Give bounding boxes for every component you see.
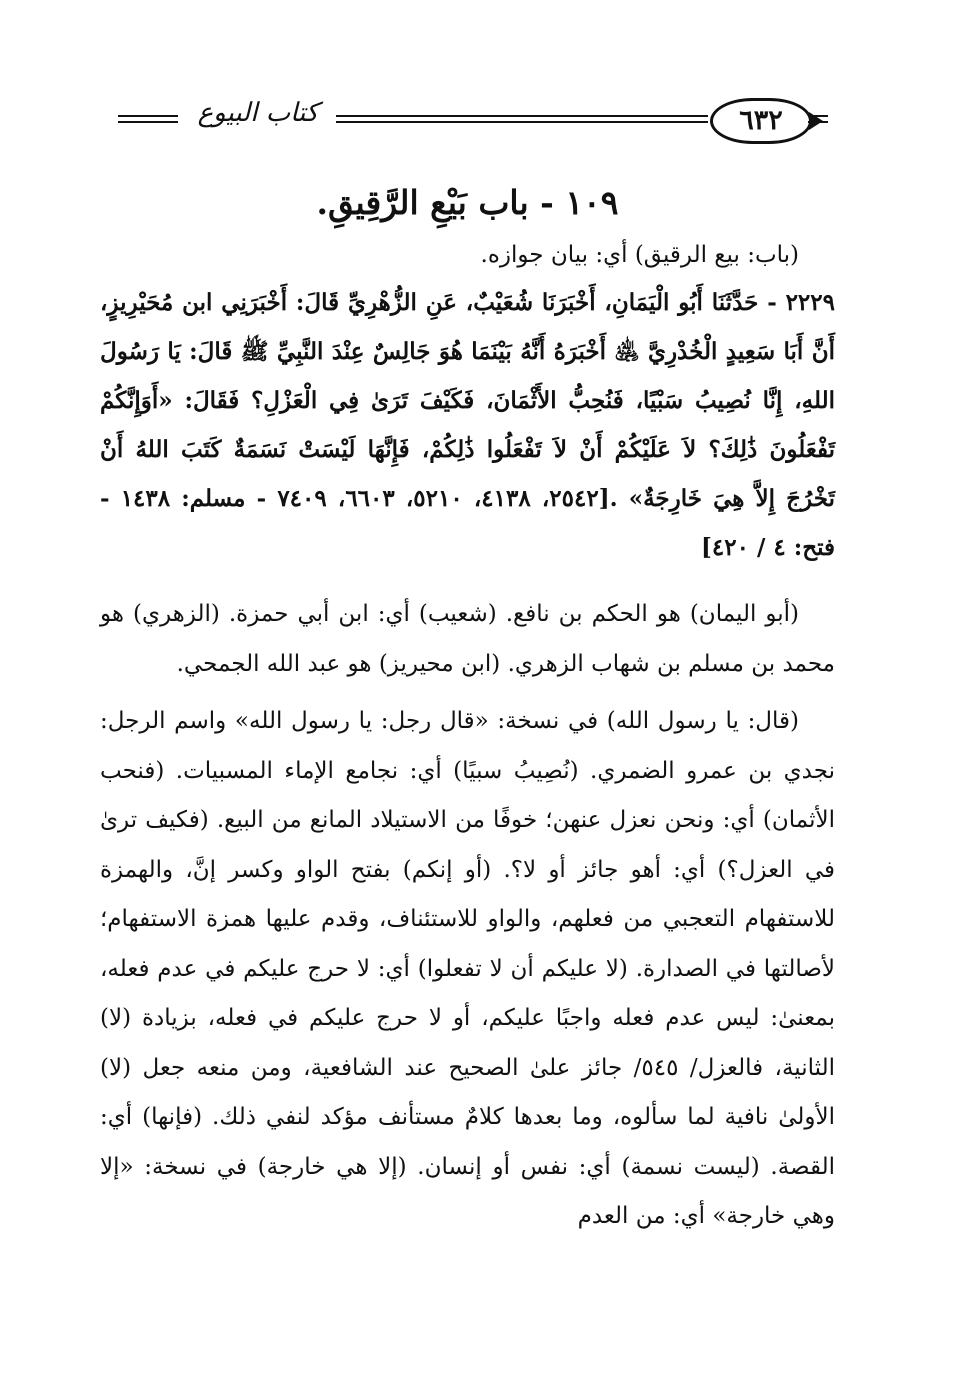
running-title: كتاب البيوع <box>197 98 319 128</box>
spacer <box>100 572 835 590</box>
header-rule-middle <box>336 115 708 123</box>
hadith-text: ٢٢٢٩ - حَدَّثَنَا أَبُو الْيَمَانِ، أَخْبَرَنَا شُعَيْبٌ، عَنِ الزُّهْرِيِّ قَالَ: أَخْبَرَنِي ابن مُحَيْرِيزٍ، أَنَّ أَبَا سَعِيدٍ الْخُدْرِيَّ ﵁ أَخْبَرَهُ أَنَّهُ بَيْنَمَا هُوَ جَالِسٌ عِنْدَ النَّبِيِّ ﷺ قَالَ: يَا رَسُولَ اللهِ، إِنَّا نُصِيبُ سَبْيًا، فَنُحِبُّ الأَثْمَانَ، فَكَيْفَ تَرَىٰ فِي الْعَزْلِ؟ فَقَالَ: «أَوَإِنَّكُمْ تَفْعَلُونَ ذَٰلِكَ؟ لاَ عَلَيْكُمْ أَنْ لاَ تَفْعَلُوا ذَٰلِكُمْ، فَإِنَّهَا لَيْسَتْ نَسَمَةٌ كَتَبَ اللهُ أَنْ تَخْرُجَ إِلاَّ هِيَ خَارِجَةٌ» .[٢٥٤٢، ٤١٣٨، ٥٢١٠، ٦٦٠٣، ٧٤٠٩ - مسلم: ١٤٣٨ - فتح: ٤ / ٤٢٠] <box>100 289 835 561</box>
page-body <box>100 180 835 1242</box>
header-rule-right <box>808 115 828 123</box>
header-rule-left <box>118 115 178 123</box>
page-number: ٦٣٢ <box>710 98 812 144</box>
page-header <box>118 96 828 148</box>
chapter-title: ١٠٩ - باب بَيْعِ الرَّقِيقِ. <box>316 183 619 222</box>
commentary-paragraph-1: (أبو اليمان) هو الحكم بن نافع. (شعيب) أي: ابن أبي حمزة. (الزهري) هو محمد بن مسلم بن شهاب الزهري. (ابن محيريز) هو عبد الله الجمحي. <box>100 601 835 677</box>
commentary-paragraph-2: (قال: يا رسول الله) في نسخة: «قال رجل: يا رسول الله» واسم الرجل: نجدي بن عمرو الضمري. (نُصِيبُ سبيًا) أي: نجامع الإماء المسبيات. (فنحب الأثمان) أي: ونحن نعزل عنهن؛ خوفًا من الاستيلاد المانع من البيع. (فكيف ترىٰ في العزل؟) أي: أهو جائز أو لا؟. (أو إنكم) بفتح الواو وكسر إنَّ، والهمزة للاستفهام التعجبي من فعلهم، والواو للاستئناف، وقدم عليها همزة الاستفهام؛ لأصالتها في الصدارة. (لا عليكم أن لا تفعلوا) أي: لا حرج عليكم في عدم فعله، بمعنىٰ: ليس عدم فعله واجبًا عليكم، أو لا حرج عليكم في فعله، بزيادة (لا) الثانية، فالعزل/ ٥٤٥/ جائز علىٰ الصحيح عند الشافعية، ومن منعه جعل (لا) الأولىٰ نافية لما سألوه، وما بعدها كلامٌ مستأنف مؤكد لنفي ذلك. (فإنها) أي: القصة. (ليست نسمة) أي: نفس أو إنسان. (إلا هي خارجة) في نسخة: «إلا وهي خارجة» أي: من العدم <box>100 708 836 1229</box>
chapter-intro: (باب: بيع الرقيق) أي: بيان جوازه. <box>480 242 799 268</box>
